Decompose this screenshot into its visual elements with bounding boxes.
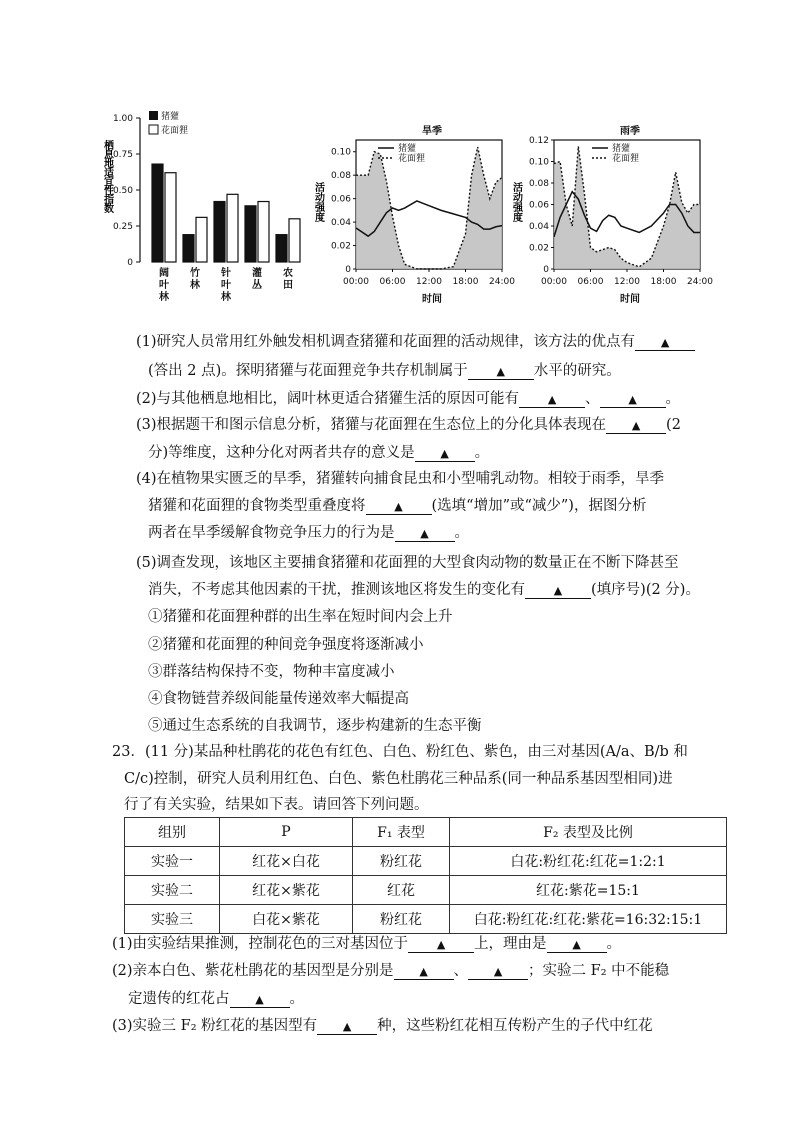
bar-ytick-label: 0.25 — [112, 222, 133, 232]
table-header: F₂ 表型及比例 — [450, 818, 727, 847]
answer-blank[interactable]: ▲ — [606, 417, 666, 434]
bar-category-label: 灌 — [252, 268, 262, 279]
table-cell: 粉红花 — [353, 905, 450, 934]
ytick-label: 0.08 — [528, 179, 549, 189]
xtick-label: 24:00 — [687, 277, 713, 287]
xtick-label: 06:00 — [379, 277, 406, 287]
bar-category-label: 叶 — [221, 280, 231, 291]
dry-y-ticks — [331, 148, 356, 275]
xtick-label: 12:00 — [614, 277, 640, 287]
bar-huamianli — [227, 194, 238, 262]
bar-huamianli — [196, 217, 207, 262]
ytick-label: 0 — [345, 265, 351, 275]
ytick-label: 0.06 — [528, 200, 549, 211]
legend-label-huamianli: 花面狸 — [161, 126, 189, 136]
table-cell: 红花×白花 — [220, 847, 353, 876]
answer-blank[interactable]: ▲ — [415, 445, 475, 462]
wet-y-ticks — [529, 136, 554, 275]
answer-blank[interactable]: ▲ — [519, 391, 585, 408]
bar-huamianli — [289, 219, 300, 262]
q5-line2: 消失，不考虑其他因素的干扰，推测该地区将发生的变化有 ▲ (填序号)(2 分)。 — [148, 582, 700, 598]
bar-category-label: 林 — [190, 280, 200, 291]
table-cell: 白花:粉红花:红花=1:2:1 — [450, 847, 727, 876]
bar-category-label: 针 — [221, 268, 231, 279]
ytick-label: 0.06 — [330, 194, 351, 205]
ytick-label: 0.10 — [330, 147, 351, 158]
bar-zhuhuan — [183, 235, 194, 262]
table-header: 组别 — [125, 818, 220, 847]
ytick-label: 0.02 — [330, 241, 351, 252]
dry-x-ticks — [343, 269, 515, 287]
wet-xlabel: 时间 — [620, 294, 640, 305]
answer-blank[interactable]: ▲ — [366, 498, 432, 515]
q23-1-line1: (1)由实验结果推测，控制花色的三对基因位于 ▲ 上，理由是 ▲ 。 — [112, 936, 622, 952]
table-cell: 粉红花 — [353, 847, 450, 876]
bar-categories — [159, 266, 293, 303]
bar-category-label: 丛 — [252, 280, 262, 291]
q3-line1: (3)根据题干和图示信息分析，猪獾与花面狸在生态位上的分化具体表现在 ▲ (2 — [136, 417, 681, 433]
ytick-label: 0.02 — [528, 243, 549, 254]
wet-legend-huamianli: 花面狸 — [612, 154, 640, 164]
legend-swatch-zhuhuan — [149, 111, 158, 120]
answer-blank[interactable]: ▲ — [547, 936, 607, 953]
xtick-label: 24:00 — [489, 277, 515, 287]
legend-label-zhuhuan: 猪獾 — [161, 112, 180, 122]
q23-intro-line2: C/c)控制，研究人员利用红色、白色、紫色杜鹃花三种品系(同一种品系基因型相同)进 — [124, 771, 673, 787]
wet-plot — [554, 146, 700, 269]
q2-line1: (2)与其他栖息地相比，阔叶林更适合猪獾生活的原因可能有 ▲ 、 ▲ 。 — [136, 391, 681, 407]
table-cell: 实验一 — [125, 847, 220, 876]
dry-legend-huamianli: 花面狸 — [398, 154, 426, 164]
wet-chart-title: 雨季 — [620, 126, 640, 137]
ytick-label: 0.12 — [528, 136, 549, 146]
bar-chart — [95, 100, 310, 315]
answer-blank[interactable]: ▲ — [525, 582, 591, 599]
bar-category-label: 农 — [283, 268, 293, 279]
dry-plot — [356, 147, 502, 269]
legend-swatch-huamianli — [149, 125, 158, 134]
xtick-label: 12:00 — [416, 277, 442, 287]
q5-option-4: ④食物链营养级间能量传递效率大幅提高 — [148, 691, 409, 707]
answer-blank[interactable]: ▲ — [468, 963, 528, 980]
xtick-label: 06:00 — [577, 277, 604, 287]
bar-huamianli — [165, 173, 176, 262]
answer-blank[interactable]: ▲ — [230, 991, 290, 1008]
answer-blank[interactable]: ▲ — [395, 525, 455, 542]
q1-line2: (答出 2 点)。探明猪獾与花面狸竞争共存机制属于 ▲ 水平的研究。 — [148, 363, 621, 379]
dry-legend-zhuhuan: 猪獾 — [398, 144, 417, 154]
results-table — [124, 817, 727, 934]
bar-ytick-label: 1.00 — [112, 114, 133, 124]
wet-x-ticks — [541, 269, 713, 287]
q23-2-line1: (2)亲本白色、紫花杜鹃花的基因型是分别是 ▲ 、 ▲ ；实验二 F₂ 中不能稳 — [112, 963, 670, 979]
q4-line1: (4)在植物果实匮乏的旱季，猪獾转向捕食昆虫和小型哺乳动物。相较于雨季，旱季 — [136, 471, 665, 487]
answer-blank[interactable]: ▲ — [468, 363, 534, 380]
table-row — [125, 847, 727, 876]
wet-legend-zhuhuan: 猪獾 — [612, 144, 631, 154]
table-header: F₁ 表型 — [353, 818, 450, 847]
table-cell: 白花×紫花 — [220, 905, 353, 934]
table-row — [125, 905, 727, 934]
xtick-label: 00:00 — [343, 277, 369, 287]
answer-blank[interactable]: ▲ — [600, 391, 666, 408]
answer-blank[interactable]: ▲ — [408, 936, 474, 953]
bar-ylabel: 栖息地适宜性指数 — [101, 140, 113, 212]
ytick-label: 0.04 — [528, 222, 549, 232]
dry-ylabel: 活动强度 — [312, 182, 324, 222]
bar-ytick-label: 0.50 — [112, 186, 133, 196]
ytick-label: 0.08 — [330, 171, 351, 182]
bar-series — [152, 164, 300, 262]
bar-category-label: 林 — [221, 292, 231, 303]
q5-line1: (5)调查发现，该地区主要捕食猪獾和花面狸的大型食肉动物的数量正在不断下降甚至 — [136, 555, 679, 571]
q5-option-2: ②猪獾和花面狸的种间竞争强度将逐渐减小 — [148, 637, 424, 653]
q5-option-3: ③群落结构保持不变，物种丰富度减小 — [148, 664, 395, 680]
q23-intro-line1: 23．(11 分)某品种杜鹃花的花色有红色、白色、粉红色、紫色，由三对基因(A/a、B/b 和 — [112, 744, 688, 760]
bar-zhuhuan — [214, 202, 225, 262]
q23-3-line1: (3)实验三 F₂ 粉红花的基因型有 ▲ 种，这些粉红花相互传粉产生的子代中红花 — [112, 1018, 653, 1034]
table-cell: 实验二 — [125, 876, 220, 905]
table-cell: 白花:粉红花:红花:紫花=16:32:15:1 — [450, 905, 727, 934]
bar-category-label: 田 — [283, 280, 293, 291]
bar-category-label: 叶 — [159, 280, 169, 291]
answer-blank[interactable]: ▲ — [394, 963, 454, 980]
q3-line2: 分)等维度，这种分化对两者共存的意义是 ▲ 。 — [148, 445, 490, 461]
wet-ylabel: 活动强度 — [510, 182, 522, 222]
bar-category-label: 竹 — [190, 268, 200, 279]
q1-line1: (1)研究人员常用红外触发相机调查猪獾和花面狸的活动规律，该方法的优点有 ▲ — [136, 330, 695, 351]
xtick-label: 00:00 — [541, 277, 567, 287]
q4-line3: 两者在旱季缓解食物竞争压力的行为是 ▲ 。 — [148, 525, 469, 541]
q4-line2: 猪獾和花面狸的食物类型重叠度将 ▲ (选填“增加”或“减少”)，据图分析 — [148, 498, 647, 514]
q23-2-line2: 定遗传的红花占 ▲ 。 — [128, 991, 304, 1007]
bar-ytick-label: 0 — [127, 258, 133, 268]
area-huamianli — [356, 147, 502, 269]
bar-category-label: 阔 — [159, 268, 169, 279]
bar-category-label: 林 — [159, 292, 169, 303]
table-header-row — [125, 818, 727, 847]
table-cell: 红花 — [353, 876, 450, 905]
dry-xlabel: 时间 — [422, 294, 442, 305]
answer-blank[interactable]: ▲ — [317, 1018, 377, 1035]
dry-chart-title: 旱季 — [422, 126, 442, 137]
table-header: P — [220, 818, 353, 847]
table-cell: 红花:紫花=15:1 — [450, 876, 727, 905]
xtick-label: 18:00 — [452, 277, 479, 287]
dry-season-chart — [310, 120, 520, 310]
bar-zhuhuan — [276, 235, 287, 262]
q5-option-1: ①猪獾和花面狸种群的出生率在短时间内会上升 — [148, 609, 453, 625]
bar-y-ticks — [113, 114, 140, 268]
ytick-label: 0.04 — [330, 218, 351, 229]
bar-zhuhuan — [152, 164, 163, 262]
bar-ytick-label: 0.75 — [112, 150, 133, 160]
bar-zhuhuan — [245, 206, 256, 262]
ytick-label: 0.10 — [528, 157, 549, 168]
ytick-label: 0 — [543, 265, 549, 275]
xtick-label: 18:00 — [650, 277, 677, 287]
table-cell: 红花×紫花 — [220, 876, 353, 905]
wet-season-chart — [508, 120, 718, 310]
table-row — [125, 876, 727, 905]
answer-blank[interactable]: ▲ — [635, 334, 695, 351]
table-cell: 实验三 — [125, 905, 220, 934]
q23-intro-line3: 行了有关实验，结果如下表。请回答下列问题。 — [124, 797, 429, 813]
bar-huamianli — [258, 202, 269, 262]
q5-option-5: ⑤通过生态系统的自我调节，逐步构建新的生态平衡 — [148, 718, 482, 734]
